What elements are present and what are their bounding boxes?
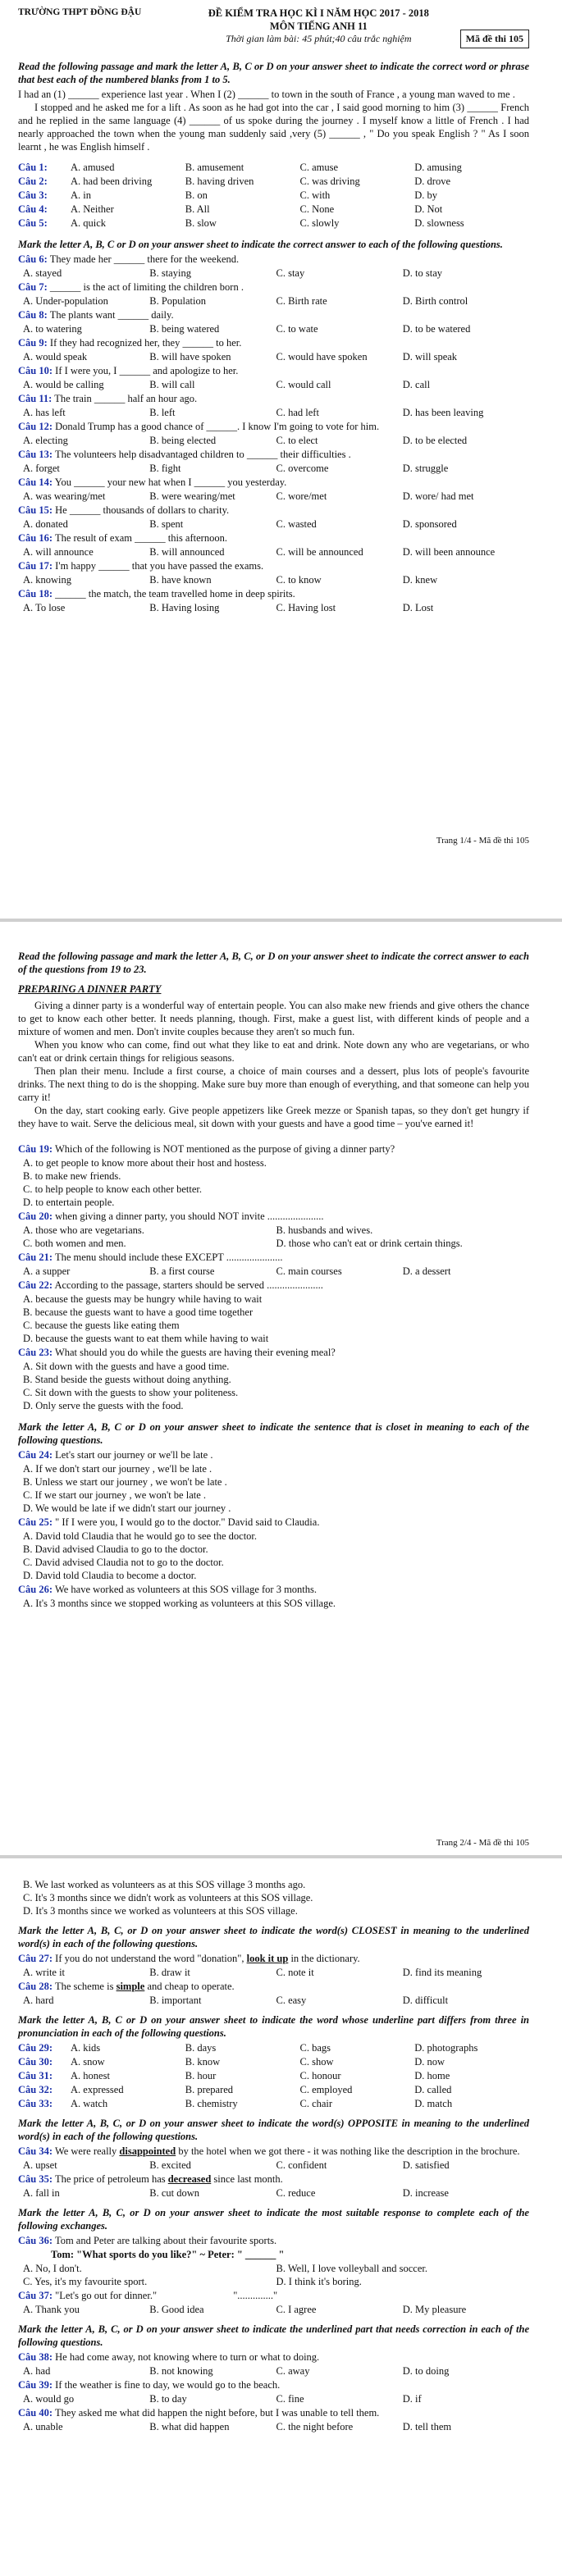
option-b[interactable]: B. spent — [149, 518, 184, 531]
option-d[interactable]: D. those who can't eat or drink certain things. — [276, 1238, 463, 1249]
question-row — [18, 2055, 529, 2068]
option-a[interactable]: A. David told Claudia that he would go to see the doctor. — [23, 1530, 258, 1542]
exam-page-1 — [0, 0, 562, 856]
question: Câu 34: We were really disappointed by the hotel when we got there - it was nothing like the description in the brochure. — [18, 2145, 520, 2157]
question-row — [18, 2097, 529, 2110]
option-row — [18, 350, 529, 363]
option-d[interactable]: D. to doing — [402, 2365, 450, 2377]
question — [18, 364, 529, 377]
question-row — [18, 2041, 529, 2054]
question-row — [18, 2083, 529, 2096]
option-b[interactable]: B. what did happen — [149, 2421, 230, 2432]
option-a[interactable]: A. amused — [71, 162, 115, 174]
option-a[interactable]: A. unable — [23, 2421, 63, 2432]
question-number: Câu 3: — [18, 189, 48, 202]
option-a[interactable]: A. electing — [23, 435, 68, 447]
option-d[interactable]: D. I think it's boring. — [276, 2276, 362, 2287]
question-row — [18, 203, 529, 216]
option-b[interactable]: B. excited — [149, 2159, 191, 2171]
option-d[interactable]: D. a dessert — [402, 1265, 451, 1277]
question — [18, 253, 529, 266]
option-c[interactable]: C. with — [299, 189, 331, 202]
option-d[interactable]: D. to be elected — [402, 435, 468, 447]
section-instruction: Read the following passage and mark the letter A, B, C or D on your answer sheet to indicate the correct word or phrase that best each of the numbered blanks from 1 to 5. — [18, 61, 529, 86]
option-d[interactable]: D. called — [414, 2084, 452, 2095]
option-a[interactable]: A. write it — [23, 1967, 66, 1978]
question — [18, 504, 529, 517]
option-row — [18, 406, 529, 419]
option-row — [18, 545, 529, 559]
question-number: Câu 33: — [18, 2098, 53, 2109]
question — [18, 392, 529, 405]
passage-heading: PREPARING A DINNER PARTY — [18, 983, 162, 995]
option-b[interactable]: B. have known — [149, 574, 212, 586]
option-a[interactable]: A. expressed — [71, 2084, 124, 2095]
question-stem: The volunteers help disadvantaged children to ______ their difficulties . — [54, 449, 351, 461]
option-d[interactable]: D. Lost — [402, 602, 434, 614]
question-number: Câu 32: — [18, 2084, 53, 2095]
page-divider — [0, 1855, 562, 1858]
option-d[interactable]: D. amusing — [414, 162, 462, 174]
option-d[interactable]: D. My pleasure — [402, 2304, 467, 2315]
option-b[interactable]: B. prepared — [185, 2084, 234, 2095]
question-number: Câu 13: — [18, 449, 53, 461]
passage-paragraph: Then plan their menu. Include a first course, a choice of main courses and a dessert, plus lots of people's favourite drinks. The next thing to do is the shopping. Make sure buy more than enough of everything, and that someone can help you carry it! — [18, 1065, 529, 1103]
option-c[interactable]: C. to help people to know each other better. — [23, 1183, 202, 1195]
question — [18, 476, 529, 489]
option-b[interactable]: B. Unless we start our journey , we won't be late . — [23, 1476, 227, 1488]
option-b[interactable]: B. being watered — [149, 323, 220, 335]
option-c[interactable]: C. employed — [299, 2084, 353, 2095]
question-number: Câu 8: — [18, 309, 48, 321]
option-b[interactable]: B. important — [149, 1995, 202, 2006]
question-number: Câu 5: — [18, 217, 48, 230]
option-b[interactable]: B. Good idea — [149, 2304, 204, 2315]
option-d[interactable]: D. drove — [414, 176, 450, 188]
question-number: Câu 16: — [18, 532, 53, 545]
option-d[interactable]: D. sponsored — [402, 518, 457, 531]
option-c[interactable]: C. main courses — [276, 1265, 342, 1277]
question-number: Câu 2: — [18, 176, 48, 188]
subject-title: MÔN TIẾNG ANH 11 — [269, 21, 368, 32]
option-b[interactable]: B. will announced — [149, 546, 225, 559]
question-stem: Donald Trump has a good chance of ______. I know I'm going to vote for him. — [55, 421, 380, 433]
exam-title: ĐỀ KIỂM TRA HỌC KÌ I NĂM HỌC 2017 - 2018 — [208, 7, 429, 19]
option-c[interactable]: C. because the guests like eating them — [23, 1320, 180, 1331]
option-b[interactable]: B. being elected — [149, 435, 217, 447]
option-b[interactable]: B. to day — [149, 2393, 187, 2405]
option-c[interactable]: C. would have spoken — [276, 351, 368, 363]
option-b[interactable]: B. fight — [149, 463, 181, 475]
question-stem: The plants want ______ daily. — [49, 309, 174, 321]
option-c[interactable]: C. easy — [276, 1995, 307, 2006]
question-number: Câu 18: — [18, 588, 53, 600]
section-instruction: Mark the letter A, B, C or D on your answer sheet to indicate the sentence that is closet in meaning to each of the following questions. — [18, 1421, 529, 1446]
option-d[interactable]: D. if — [402, 2393, 422, 2405]
section-instruction: Mark the letter A, B, C, or D on your answer sheet to indicate the word(s) OPPOSITE in meaning to the underlined word(s) in each of the following questions. — [18, 2118, 529, 2142]
question-row — [18, 2069, 529, 2082]
option-c[interactable]: C. Sit down with the guests to show your politeness. — [23, 1387, 239, 1398]
question-number: Câu 1: — [18, 162, 48, 174]
passage-paragraph: I had an (1) ______ experience last year . When I (2) ______ to town in the south of France , a young man waved to me . — [18, 89, 515, 101]
option-b[interactable]: B. All — [185, 203, 210, 216]
page-footer: Trang 2/4 - Mã đề thi 105 — [436, 1838, 529, 1848]
option-d[interactable]: D. will been announce — [402, 546, 496, 559]
option-a[interactable]: A. To lose — [23, 602, 66, 614]
option-d[interactable]: D. struggle — [402, 463, 449, 475]
option-d[interactable]: D. Birth control — [402, 295, 468, 308]
option-a[interactable]: A. kids — [71, 2042, 101, 2054]
question: Câu 35: The price of petroleum has decreased since last month. — [18, 2173, 283, 2185]
option-b[interactable]: B. Stand beside the guests without doing anything. — [23, 1374, 231, 1385]
passage-paragraph: When you know who can come, find out what they like to eat and drink. Note down any who are vegetarians, or who can't eat or drink certain things for religious seasons. — [18, 1039, 529, 1064]
option-row — [18, 517, 529, 531]
section-instruction: Mark the letter A, B, C or D on your answer sheet to indicate the word whose underline part differs from three in pronunciation in each of the following questions. — [18, 2014, 529, 2039]
exam-header — [18, 7, 529, 48]
option-d[interactable]: D. David told Claudia to become a doctor. — [23, 1570, 197, 1581]
passage-paragraph: Giving a dinner party is a wonderful way of entertain people. You can also make new friends and give others the chance to get to know each other better. It needs planning, though. First, make a guest list, with different kinds of people and a mixture of women and men. Don't invite couples because they aren't so much fun. — [18, 1000, 529, 1037]
option-c[interactable]: C. honour — [299, 2070, 341, 2081]
question-row — [18, 189, 529, 202]
option-c[interactable]: C. both women and men. — [23, 1238, 126, 1249]
question: Câu 24: Let's start our journey or we'll be late . — [18, 1449, 213, 1461]
question — [18, 531, 529, 545]
question: Câu 36: Tom and Peter are talking about their favourite sports. — [18, 2235, 277, 2246]
option-c[interactable]: C. wasted — [276, 518, 317, 531]
option-b[interactable]: B. Population — [149, 295, 207, 308]
option-d[interactable]: D. now — [414, 2056, 445, 2068]
option-c[interactable]: C. the night before — [276, 2421, 354, 2432]
option-c[interactable]: C. will be announced — [276, 546, 363, 559]
option-a[interactable]: A. honest — [71, 2070, 110, 2081]
question — [18, 448, 529, 461]
option-a[interactable]: A. watch — [71, 2098, 108, 2109]
option-a[interactable]: A. was wearing/met — [23, 490, 106, 503]
exam-code-box: Mã đề thi 105 — [460, 30, 529, 48]
option-b[interactable]: B. cut down — [149, 2187, 200, 2199]
question-number: Câu 4: — [18, 203, 48, 216]
option-d[interactable]: D. We would be late if we didn't start our journey . — [23, 1502, 231, 1514]
option-b[interactable]: B. because the guests want to have a good time together — [23, 1306, 254, 1318]
option-a[interactable]: A. would speak — [23, 351, 88, 363]
option-b[interactable]: B. know — [185, 2056, 221, 2068]
question-stem: If I were you, I ______ and apologize to her. — [55, 365, 239, 377]
question-number: Câu 6: — [18, 253, 48, 266]
school-name: TRƯỜNG THPT ĐỒNG ĐẬU — [18, 7, 142, 17]
option-d[interactable]: D. match — [414, 2098, 453, 2109]
option-d[interactable]: D. call — [402, 379, 431, 391]
option-b[interactable]: B. David advised Claudia to go to the doctor. — [23, 1543, 208, 1555]
question-stem: You ______ your new hat when I ______ you yesterday. — [54, 476, 287, 489]
option-row — [18, 573, 529, 586]
question: Câu 38: He had come away, not knowing where to turn or what to doing. — [18, 2351, 320, 2363]
option-c[interactable]: C. to wate — [276, 323, 318, 335]
option-d[interactable]: D. tell them — [402, 2421, 452, 2432]
option-a[interactable]: A. because the guests may be hungry while having to wait — [23, 1293, 263, 1305]
question-number: Câu 29: — [18, 2042, 53, 2054]
option-row — [18, 294, 529, 308]
question-number: Câu 14: — [18, 476, 53, 489]
question: Câu 21: The menu should include these EXCEPT ...................... — [18, 1252, 283, 1263]
option-b[interactable]: B. We last worked as volunteers as at this SOS village 3 months ago. — [23, 1879, 306, 1890]
question-list — [18, 161, 529, 230]
option-c[interactable]: C. slowly — [299, 217, 340, 230]
option-row — [18, 462, 529, 475]
option-a[interactable]: A. stayed — [23, 267, 62, 280]
question — [18, 559, 529, 572]
exam-page-2 — [0, 943, 562, 1853]
option-d[interactable]: D. to be watered — [402, 323, 471, 335]
option-d[interactable]: D. knew — [402, 574, 438, 586]
question-stem: The train ______ half an hour ago. — [54, 393, 198, 405]
question-number: Câu 7: — [18, 281, 48, 294]
option-c[interactable]: C. had left — [276, 407, 319, 419]
option-c[interactable]: C. Yes, it's my favourite sport. — [23, 2276, 148, 2287]
option-row — [18, 490, 529, 503]
option-c[interactable]: C. note it — [276, 1967, 314, 1978]
option-c[interactable]: C. chair — [299, 2098, 333, 2109]
question-stem: I'm happy ______ that you have passed the exams. — [55, 560, 264, 572]
option-row — [18, 267, 529, 280]
option-a[interactable]: A. to get people to know more about their host and hostess. — [23, 1157, 267, 1169]
option-c[interactable]: C. None — [299, 203, 335, 216]
option-c[interactable]: C. David advised Claudia not to go to the doctor. — [23, 1557, 224, 1568]
option-row — [18, 601, 529, 614]
question-stem: They made her ______ there for the weekend. — [49, 253, 240, 266]
option-c[interactable]: C. fine — [276, 2393, 304, 2405]
question — [18, 280, 529, 294]
option-c[interactable]: C. bags — [299, 2042, 331, 2054]
question-number: Câu 10: — [18, 365, 53, 377]
option-c[interactable]: C. Birth rate — [276, 295, 327, 308]
option-b[interactable]: B. amusement — [185, 162, 244, 174]
section-instruction: Read the following passage and mark the letter A, B, C, or D on your answer sheet to indicate the correct answer to each of the questions from 19 to 23. — [18, 951, 529, 975]
option-row — [18, 322, 529, 335]
page-footer: Trang 1/4 - Mã đề thi 105 — [436, 836, 529, 846]
option-c[interactable]: C. It's 3 months since we didn't work as volunteers at this SOS village. — [23, 1892, 313, 1904]
question-number: Câu 11: — [18, 393, 53, 405]
question-number: Câu 15: — [18, 504, 53, 517]
option-d[interactable]: D. wore/ had met — [402, 490, 474, 503]
question-stem: If they had recognized her, they ______ to her. — [49, 337, 242, 349]
option-d[interactable]: D. difficult — [402, 1995, 449, 2006]
option-c[interactable]: C. away — [276, 2365, 310, 2377]
option-c[interactable]: C. confident — [276, 2159, 327, 2171]
option-c[interactable]: C. reduce — [276, 2187, 316, 2199]
option-d[interactable]: D. It's 3 months since we worked as volunteers at this SOS village. — [23, 1905, 298, 1917]
section-instruction: Mark the letter A, B, C, or D on your answer sheet to indicate the underlined part that needs correction in each of the following questions. — [18, 2323, 529, 2348]
question: Câu 27: If you do not understand the word "donation", look it up in the dictionary. — [18, 1953, 360, 1964]
option-d[interactable]: D. by — [414, 189, 438, 202]
option-b[interactable]: B. left — [149, 407, 176, 419]
option-b[interactable]: B. to make new friends. — [23, 1170, 121, 1182]
option-d[interactable]: D. slowness — [414, 217, 464, 230]
section-instruction: Mark the letter A, B, C, or D on your answer sheet to indicate the word(s) CLOSEST in meaning to the underlined word(s) in each of the following questions. — [18, 1925, 529, 1949]
option-a[interactable]: A. hard — [23, 1995, 54, 2006]
question: Câu 26: We have worked as volunteers at this SOS village for 3 months. — [18, 1584, 318, 1595]
option-c[interactable]: C. to know — [276, 574, 322, 586]
option-a[interactable]: A. those who are vegetarians. — [23, 1224, 144, 1236]
option-b[interactable]: B. will have spoken — [149, 351, 231, 363]
option-a[interactable]: A. No, I don't. — [23, 2263, 82, 2274]
option-a[interactable]: A. It's 3 months since we stopped working as volunteers at this SOS village. — [23, 1598, 336, 1609]
option-a[interactable]: A. has left — [23, 407, 66, 419]
question-row — [18, 217, 529, 230]
option-d[interactable]: D. increase — [402, 2187, 449, 2199]
option-b[interactable]: B. will call — [149, 379, 195, 391]
option-d[interactable]: D. to stay — [402, 267, 443, 280]
question: Câu 23: What should you do while the guests are having their evening meal? — [18, 1347, 336, 1358]
option-a[interactable]: A. had been driving — [71, 176, 153, 188]
option-a[interactable]: A. will announce — [23, 546, 94, 559]
option-d[interactable]: D. find its meaning — [402, 1967, 482, 1978]
option-d[interactable]: D. Not — [414, 203, 443, 216]
option-a[interactable]: A. snow — [71, 2056, 105, 2068]
option-b[interactable]: B. Well, I love volleyball and soccer. — [276, 2263, 427, 2274]
option-b[interactable]: B. hour — [185, 2070, 217, 2081]
option-a[interactable]: A. to watering — [23, 323, 82, 335]
option-d[interactable]: D. Only serve the guests with the food. — [23, 1400, 184, 1411]
option-a[interactable]: A. Neither — [71, 203, 114, 216]
option-b[interactable]: B. draw it — [149, 1967, 190, 1978]
section-instruction: Mark the letter A, B, C, or D on your answer sheet to indicate the most suitable response to complete each of the following exchanges. — [18, 2207, 529, 2232]
question: Câu 37: "Let's go out for dinner." ".............." — [18, 2290, 278, 2301]
option-b[interactable]: B. chemistry — [185, 2098, 238, 2109]
question-stem: He ______ thousands of dollars to charity. — [55, 504, 230, 517]
question: Câu 25: " If I were you, I would go to the doctor." David said to Claudia. — [18, 1516, 320, 1528]
option-a[interactable]: A. Under-population — [23, 295, 108, 308]
option-b[interactable]: B. were wearing/met — [149, 490, 235, 503]
passage-paragraph: On the day, start cooking early. Give people appetizers like Greek mezze or Spanish tapas, so they don't get hungry if they have to wait. Serve the delicious meal, sit down with your guests and have a good time – you've earned it! — [18, 1105, 529, 1129]
option-b[interactable]: B. Having losing — [149, 602, 220, 614]
question: Câu 39: If the weather is fine to day, we would go to the beach. — [18, 2379, 281, 2391]
option-a[interactable]: A. a supper — [23, 1265, 71, 1277]
option-c[interactable]: C. show — [299, 2056, 334, 2068]
option-a[interactable]: A. would be calling — [23, 379, 104, 391]
option-a[interactable]: A. If we don't start our journey , we'll be late . — [23, 1463, 212, 1475]
option-b[interactable]: B. not knowing — [149, 2365, 213, 2377]
question-stem: The result of exam ______ this afternoon. — [54, 532, 227, 545]
option-c[interactable]: C. overcome — [276, 463, 329, 475]
option-d[interactable]: D. has been leaving — [402, 407, 484, 419]
question: Câu 40: They asked me what did happen the night before, but I was unable to tell them. — [18, 2407, 380, 2419]
question-number: Câu 9: — [18, 337, 48, 349]
question: Câu 20: when giving a dinner party, you should NOT invite ...................... — [18, 1210, 324, 1222]
dialogue-line: Tom: "What sports do you like?" ~ Peter: " ______ " — [51, 2249, 285, 2260]
option-a[interactable]: A. knowing — [23, 574, 72, 586]
option-a[interactable]: A. forget — [23, 463, 60, 475]
option-d[interactable]: D. home — [414, 2070, 450, 2081]
question-row — [18, 161, 529, 174]
option-b[interactable]: B. a first course — [149, 1265, 215, 1277]
option-a[interactable]: A. donated — [23, 518, 68, 531]
passage-paragraph: I stopped and he asked me for a lift . As soon as he had got into the car , I said good morning to him (3) ______ French and he replied in the same language (4) ______ of us spoke during the journey . I myself know a little of French . I had nearly approached the town when the young man suddenly said ,very (5) ______ , " Do you speak English ? " As I soon learnt , he was English himself . — [18, 102, 529, 153]
option-d[interactable]: D. photographs — [414, 2042, 478, 2054]
page-divider — [0, 919, 562, 922]
question-number: Câu 31: — [18, 2070, 53, 2081]
question — [18, 587, 529, 600]
option-c[interactable]: C. amuse — [299, 162, 339, 174]
option-c[interactable]: C. would call — [276, 379, 331, 391]
question: Câu 28: The scheme is simple and cheap to operate. — [18, 1981, 235, 1992]
option-b[interactable]: B. staying — [149, 267, 191, 280]
option-c[interactable]: C. was driving — [299, 176, 360, 188]
option-b[interactable]: B. on — [185, 189, 208, 202]
question-list — [18, 253, 529, 614]
question-list — [18, 2041, 529, 2110]
option-b[interactable]: B. having driven — [185, 176, 254, 188]
question — [18, 336, 529, 349]
question-row — [18, 175, 529, 188]
option-d[interactable]: D. satisfied — [402, 2159, 450, 2171]
option-b[interactable]: B. slow — [185, 217, 217, 230]
option-c[interactable]: C. stay — [276, 267, 305, 280]
option-d[interactable]: D. will speak — [402, 351, 458, 363]
option-a[interactable]: A. fall in — [23, 2187, 60, 2199]
question-number: Câu 30: — [18, 2056, 53, 2068]
question-stem: ______ the match, the team travelled home in deep spirits. — [55, 588, 295, 600]
question — [18, 308, 529, 321]
option-a[interactable]: A. would go — [23, 2393, 75, 2405]
option-c[interactable]: C. to elect — [276, 435, 318, 447]
option-b[interactable]: B. days — [185, 2042, 217, 2054]
question: Câu 19: Which of the following is NOT mentioned as the purpose of giving a dinner party? — [18, 1143, 395, 1155]
option-a[interactable]: A. Sit down with the guests and have a good time. — [23, 1361, 230, 1372]
question: Câu 22: According to the passage, starters should be served ...................... — [18, 1279, 323, 1291]
question — [18, 420, 529, 433]
option-row — [18, 378, 529, 391]
option-a[interactable]: A. had — [23, 2365, 51, 2377]
option-a[interactable]: A. quick — [71, 217, 107, 230]
option-c[interactable]: C. wore/met — [276, 490, 327, 503]
exam-page-3 — [0, 1862, 562, 2576]
option-a[interactable]: A. Thank you — [23, 2304, 80, 2315]
option-b[interactable]: B. husbands and wives. — [276, 1224, 373, 1236]
option-c[interactable]: C. If we start our journey , we won't be late . — [23, 1489, 207, 1501]
question-number: Câu 12: — [18, 421, 53, 433]
option-a[interactable]: A. upset — [23, 2159, 57, 2171]
option-c[interactable]: C. I agree — [276, 2304, 317, 2315]
option-d[interactable]: D. to entertain people. — [23, 1197, 115, 1208]
option-d[interactable]: D. because the guests want to eat them while having to wait — [23, 1333, 269, 1344]
question-stem: ______ is the act of limiting the children born . — [49, 281, 244, 294]
section-instruction: Mark the letter A, B, C or D on your answer sheet to indicate the correct answer to each of the following questions. — [18, 239, 503, 251]
question-number: Câu 17: — [18, 560, 53, 572]
option-a[interactable]: A. in — [71, 189, 91, 202]
option-c[interactable]: C. Having lost — [276, 602, 336, 614]
time-note: Thời gian làm bài: 45 phút;40 câu trắc nghiệm — [226, 33, 412, 44]
option-row — [18, 434, 529, 447]
